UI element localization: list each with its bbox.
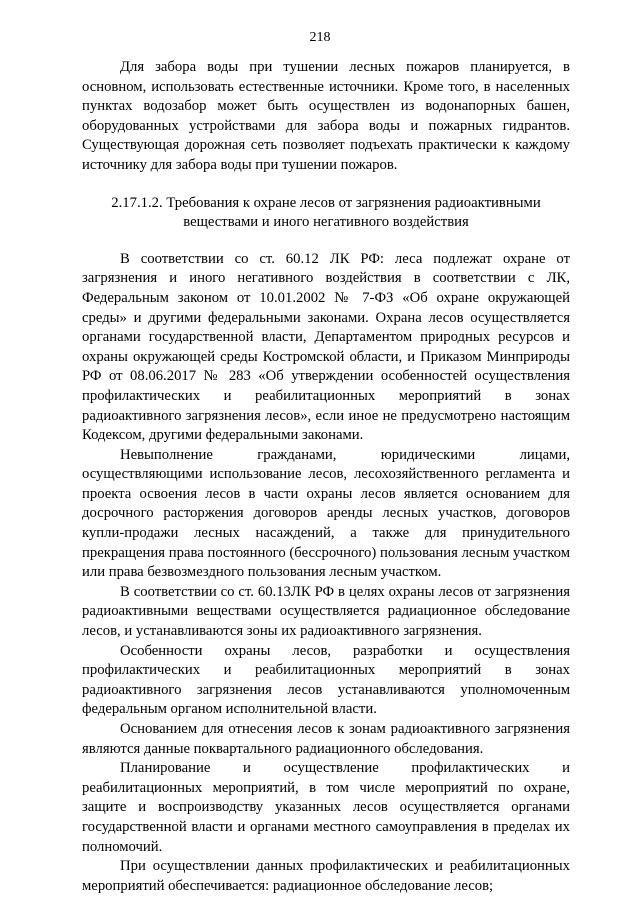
paragraph-forest-protection-law: В соответствии со ст. 60.12 ЛК РФ: леса подлежат охране от загрязнения и иного негативного воздействия в соответствии с ЛК, Федеральным законом от 10.01.2002 № 7-ФЗ «Об охране окружающей среды» и другими федеральными законами. Охрана лесов осуществляется органами государственной власти, Департаментом природных ресурсов и охраны окружающей среды Костромской области, и Приказом Минприроды РФ от 08.06.2017 № 283 «Об утверждении особенностей осуществления профилактических и реабилитационных мероприятий в зонах радиоактивного загрязнения лесов», если иное не предусмотрено настоящим Кодексом, другими федеральными законами. xyxy=(82,250,570,444)
paragraph-protection-features: Особенности охраны лесов, разработки и осуществления профилактических и реабилитационных мероприятий в зонах радиоактивного загрязнения лесов устанавливаются уполномоченным федеральным органом исполнительной власти. xyxy=(82,642,570,718)
paragraph-non-compliance: Невыполнение гражданами, юридическими лицами, осуществляющими использование лесов, лесохозяйственного регламента и проекта освоения лесов в части охраны лесов является основанием для досрочного расторжения договоров аренды лесных участков, договоров купли-продажи лесных насаждений, а также для принудительного прекращения права постоянного (бессрочного) пользования лесным участком или права безвозмездного пользования лесным участком. xyxy=(82,446,570,581)
section-heading-line-1: 2.17.1.2. Требования к охране лесов от загрязнения радиоактивными xyxy=(111,194,541,211)
document-body xyxy=(82,58,570,896)
section-heading xyxy=(82,194,570,233)
section-heading-line-2: веществами и иного негативного воздействия xyxy=(183,214,469,231)
page-number: 218 xyxy=(309,30,331,45)
paragraph-zone-basis: Основанием для отнесения лесов к зонам радиоактивного загрязнения являются данные поквартального радиационного обследования. xyxy=(82,721,570,757)
intro-paragraph: Для забора воды при тушении лесных пожаров планируется, в основном, использовать естественные источники. Кроме того, в населенных пунктах водозабор может быть осуществлен из водонапорных башен, оборудованных устройствами для забора воды и пожарных гидрантов. Существующая дорожная сеть позволяет подъехать практически к каждому источнику для забора воды при тушении пожаров. xyxy=(82,59,570,173)
paragraph-planning: Планирование и осуществление профилактических и реабилитационных мероприятий, в том числе мероприятий по охране, защите и воспроизводству указанных лесов осуществляется органами государственной власти и органами местного самоуправления в пределах их полномочий. xyxy=(82,760,570,855)
paragraph-radiation-survey: В соответствии со ст. 60.13ЛК РФ в целях охраны лесов от загрязнения радиоактивными веществами осуществляется радиационное обследование лесов, и устанавливаются зоны их радиоактивного загрязнения. xyxy=(82,583,570,640)
paragraph-measures: При осуществлении данных профилактических и реабилитационных мероприятий обеспечивается: радиационное обследование лесов; xyxy=(82,858,570,894)
